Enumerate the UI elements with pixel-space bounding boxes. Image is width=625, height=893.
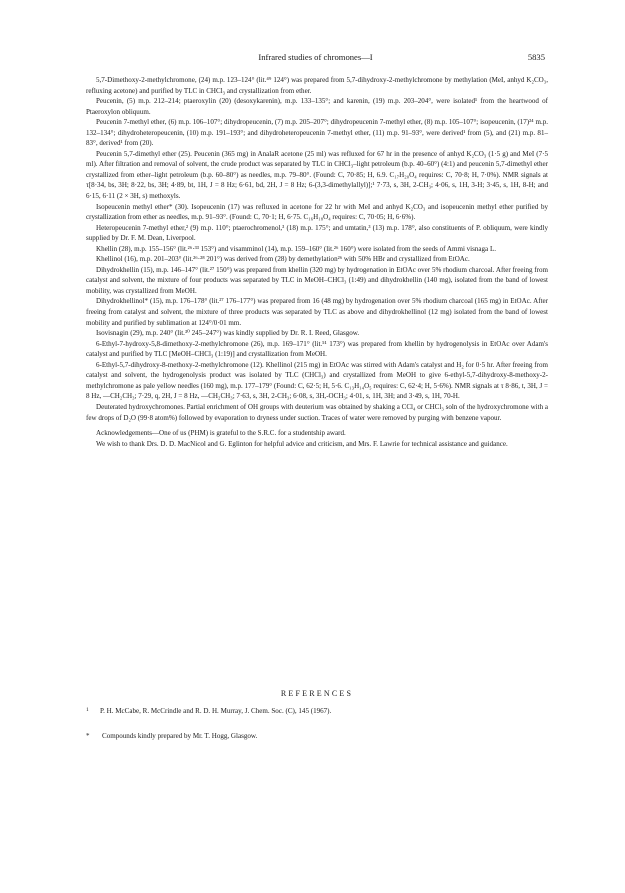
- paragraph-peucenin-methyl-ether: Peucenin 7-methyl ether, (6) m.p. 106–107°; dihydropeucenin, (7) m.p. 205–207°; dihydropeucenin 7-methyl ether, (8) m.p. 105–107°; isopeucenin, (17)²⁴ m.p. 132–134°; dihydroheteropeucenin, (10) m.p. 191–193°; and dihydroheteropeucenin 7-methyl ether, (11) m.p. 91–93°, were derived¹ from (5), and (21) m.p. 81–83°, derived¹ from (20).: [86, 118, 548, 148]
- reference-item: [86, 707, 548, 715]
- paragraph-peucenin-dimethyl-ether: Peucenin 5,7-dimethyl ether (25). Peucenin (365 mg) in AnalaR acetone (25 ml) was refluxed for 67 hr in the presence of anhyd K₂CO₃ (1·5 g) and MeI (7·5 ml). After filtration and removal of solvent, the crude product was separated by TLC in CHCl₃–light petroleum (b.p. 40–60°) (4:1) and peucenin 5,7-dimethyl ether crystallized from ether–light petroleum (b.p. 60–80°) as needles, m.p. 79–80°. (Found: C, 70·85; H, 6.9. C₁₇H₂₀O₄ requires: C, 70·8; H, 7·0%). NMR signals at τ[8·34, bs, 3H; 8·22, bs, 3H; 4·89, bt, 1H, J = 8 Hz; 6·61, bd, 2H, J = 8 Hz; 6-(3,3-dimethylallyl)];¹ 7·73, s, 3H, 2-CH₃; 4·06, s, 1H, 3-H; 3·45, s, 1H, 8-H; and 6·15, 6·11 (2 × 3H, s) methoxyls.: [86, 149, 548, 201]
- running-header: [86, 52, 545, 64]
- footnote: [86, 732, 548, 740]
- paragraph-khellin: Khellin (28), m.p. 155–156° (lit.²⁶·³³ 153°) and visamminol (14), m.p. 159–160° (lit.²⁶ 160°) were isolated from the seeds of Ammi visnaga L.: [96, 244, 497, 253]
- footnote-mark: *: [86, 732, 90, 740]
- thanks: We wish to thank Drs. D. D. MacNicol and G. Eglinton for helpful advice and criticism, and Mrs. F. Lawrie for technical assistance and guidance.: [96, 439, 508, 448]
- paragraph-khellinol: Khellinol (16), m.p. 201–203° (lit.²⁶·²⁸ 201°) was derived from (28) by demethylation²⁶ with 50% HBr and crystallized from EtOAc.: [96, 255, 470, 264]
- paragraph-peucenin: Peucenin, (5) m.p. 212–214; ptaeroxylin (20) (desoxykarenin), m.p. 133–135°; and karenin, (19) m.p. 203–204°, were isolated¹ from the heartwood of Ptaeroxylon obliquum.: [86, 97, 548, 116]
- paragraph-ethyl-hydroxy-chromone: 6-Ethyl-7-hydroxy-5,8-dimethoxy-2-methylchromone (26), m.p. 169–171° (lit.⁵¹ 173°) was prepared from khellin by hydrogenolysis in EtOAc over Adam's catalyst and purified by TLC [MeOH–CHCl₃ (1:19)] and crystallization from MeOH.: [86, 339, 548, 359]
- reference-number: 1: [86, 707, 89, 713]
- paragraph-deuterated: Deuterated hydroxychromones. Partial enrichment of OH groups with deuterium was obtained by shaking a CCl₄ or CHCl₃ soln of the hydroxychromone with a few drops of D₂O (99·8 atom%) followed by evaporation to dryness under suction. Traces of water were removed by purging with benzene vapour.: [86, 402, 548, 422]
- paragraph-ethyl-dihydroxy-chromone: 6-Ethyl-5,7-dihydroxy-8-methoxy-2-methylchromone (12). Khellinol (215 mg) in EtOAc was stirred with Adam's catalyst and H₂ for 0·5 hr. After freeing from catalyst and solvent, the hydrogenolysis product was isolated by TLC (CHCl₃) and crystallized from MeOH to give 6-ethyl-5,7-dihydroxy-8-methoxy-2-methylchromone as pale yellow needles (160 mg), m.p. 177–179° (Found: C, 62·5; H, 5·6. C₁₃H₁₄O₅ requires: C, 62·4; H, 5·6%). NMR signals at τ 8·86, t, 3H, J = 8 Hz, —CH₂CH₃; 7·29, q, 2H, J = 8 Hz, —CH₂CH₃; 7·63, s, 3H, 2-CH₃; 6·08, s, 3H,-OCH₃; 4·01, s, 1H, 3H; and 3·49, s, 1H, 70-H.: [86, 360, 548, 401]
- experimental-text: [86, 75, 548, 449]
- paragraph-isovisnagin: Isovisnagin (29), m.p. 240° (lit.³⁰ 245–247°) was kindly supplied by Dr. R. I. Reed, Glasgow.: [96, 329, 360, 338]
- acknowledgements: Acknowledgements—One of us (PHM) is grateful to the S.R.C. for a studentship award.: [96, 429, 346, 438]
- page-number: 5835: [527, 52, 545, 62]
- paragraph-dihydrokhellin: Dihydrokhellin (15), m.p. 146–147° (lit.²⁷ 150°) was prepared from khellin (320 mg) by hydrogenation in EtOAc over 5% rhodium charcoal. After freeing from catalyst and solvent, the mixture of four products was separated by TLC in MeOH–CHCl₃ (1:49) and dihydrokhellin (140 mg), isolated from the band of lowest mobility, was crystallized from MeOH.: [86, 265, 548, 295]
- reference-text: P. H. McCabe, R. McCrindle and R. D. H. Murray, J. Chem. Soc. (C), 145 (1967).: [100, 707, 332, 715]
- paragraph-heteropeucenin: Heteropeucenin 7-methyl ether,² (9) m.p. 110°; ptaerochromenol,³ (18) m.p. 175°; and umtatin,³ (13) m.p. 178°, also constituents of P. obliquum, were kindly supplied by Dr. F. M. Dean, Liverpool.: [86, 223, 548, 243]
- paragraph-isopeucenin-methyl-ether: Isopeucenin methyl ether* (30). Isopeucenin (17) was refluxed in acetone for 22 hr with MeI and anhyd K₂CO₃ and isopeucenin methyl ether purified by crystallization from ether as needles, m.p. 91–93°. (Found: C, 70·1; H, 6·75. C₁₆H₁₈O₄ requires: C, 70·05; H, 6·6%).: [86, 202, 548, 222]
- running-title: Infrared studies of chromones—I: [258, 52, 373, 62]
- paragraph-dimethoxy-methylchromone: 5,7-Dimethoxy-2-methylchromone, (24) m.p. 123–124° (lit.⁴⁹ 124°) was prepared from 5,7-dihydroxy-2-methylchromone by methylation (MeI, anhyd K₂CO₃, refluxing acetone) and purified by TLC in CHCl₃ and crystallization from ether.: [86, 76, 548, 95]
- references-heading: REFERENCES: [280, 689, 354, 698]
- paragraph-dihydrokhellinol: Dihydrokhellinol* (15), m.p. 176–178° (lit.²⁷ 176–177°) was prepared from 16 (48 mg) by hydrogenation over 5% rhodium charcoal (165 mg) in EtOAc. After freeing from catalyst and solvent, the mixture of three products was separated by TLC as above and dihydrokhellinol (12 mg) isolated from the band of lowest mobility and purified by sublimation at 124°/0·01 mm.: [86, 297, 548, 327]
- footnote-text: Compounds kindly prepared by Mr. T. Hogg, Glasgow.: [102, 732, 258, 740]
